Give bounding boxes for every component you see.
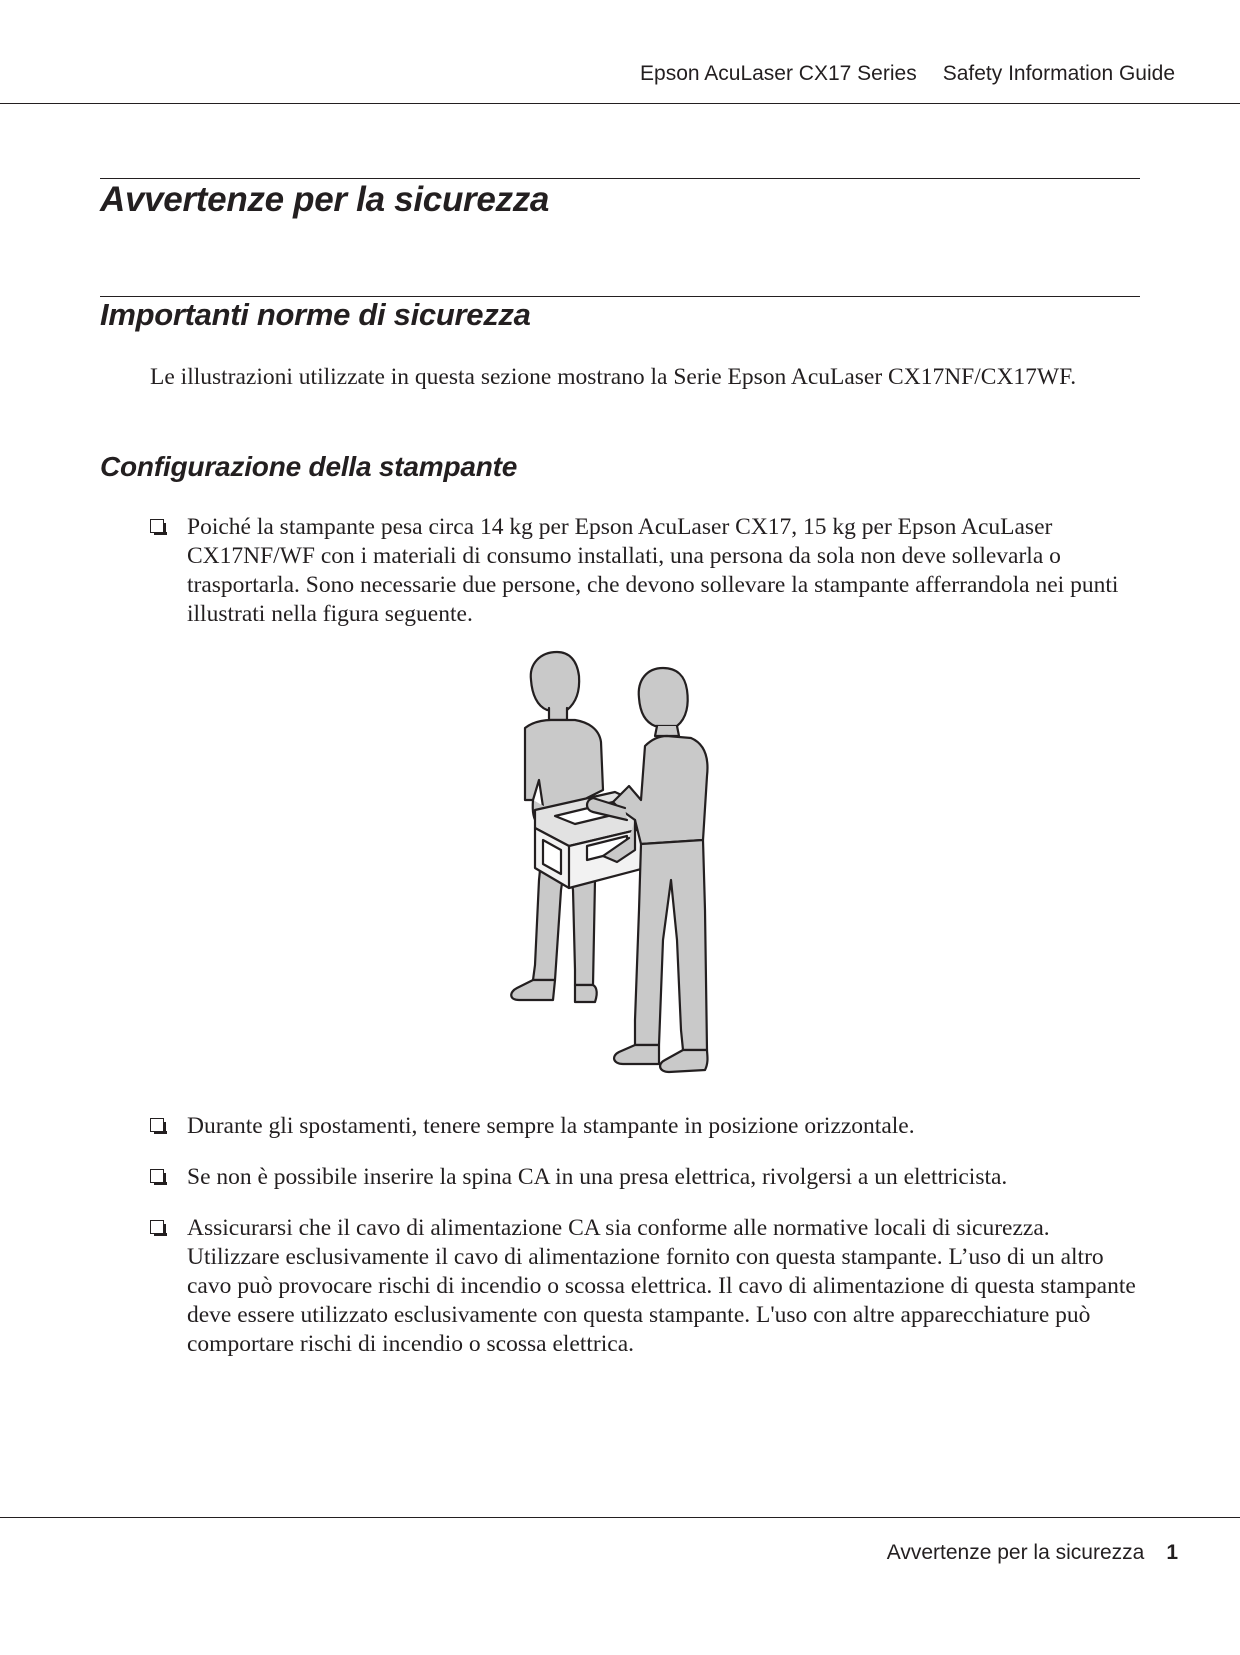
- chapter-title: Avvertenze per la sicurezza: [100, 180, 550, 219]
- list-item-text: Se non è possibile inserire la spina CA in una presa elettrica, rivolgersi a un elettricista.: [187, 1164, 1008, 1190]
- list-item: [150, 1163, 1140, 1192]
- list-item: [150, 1112, 1140, 1141]
- header-guide: Safety Information Guide: [942, 62, 1175, 85]
- header-product: Epson AcuLaser CX17 Series: [640, 62, 917, 85]
- list-item: [150, 513, 1140, 629]
- two-people-lifting-printer-illustration: [495, 650, 745, 1080]
- list-item-text: Durante gli spostamenti, tenere sempre la stampante in posizione orizzontale.: [187, 1113, 915, 1139]
- checkbox-bullet-icon: [150, 1118, 164, 1132]
- header-divider: [0, 103, 1240, 104]
- checkbox-bullet-icon: [150, 1220, 164, 1234]
- list-item-text: Assicurarsi che il cavo di alimentazione CA sia conforme alle normative locali di sicurezza. Utilizzare esclusivamente il cavo di alimentazione fornito con questa stampante. L’uso di un altro cavo può provocare rischi di incendio o scossa elettrica. Il cavo di alimentazione di questa stampante deve essere utilizzato esclusivamente con questa stampante. L'uso con altre apparecchiature può comportare rischi di incendio o scossa elettrica.: [187, 1215, 1136, 1357]
- chapter-rule: [100, 178, 1140, 179]
- subsection-title: Configurazione della stampante: [100, 451, 518, 482]
- list-item: [150, 1214, 1140, 1359]
- footer-divider: [0, 1517, 1240, 1518]
- page-number: 1: [1166, 1541, 1178, 1564]
- section-intro: Le illustrazioni utilizzate in questa sezione mostrano la Serie Epson AcuLaser CX17NF/CX17WF.: [150, 364, 1077, 390]
- page-footer: [887, 1541, 1178, 1565]
- checkbox-bullet-icon: [150, 1169, 164, 1183]
- checkbox-bullet-icon: [150, 519, 164, 533]
- section-title: Importanti norme di sicurezza: [100, 297, 531, 332]
- list-item-text: Poiché la stampante pesa circa 14 kg per Epson AcuLaser CX17, 15 kg per Epson AcuLaser CX17NF/WF con i materiali di consumo installati, una persona da sola non deve sollevarla o trasportarla. Sono necessarie due persone, che devono sollevare la stampante afferrandola nei punti illustrati nella figura seguente.: [187, 514, 1119, 627]
- footer-section: Avvertenze per la sicurezza: [886, 1541, 1145, 1564]
- page-header: [640, 62, 1175, 86]
